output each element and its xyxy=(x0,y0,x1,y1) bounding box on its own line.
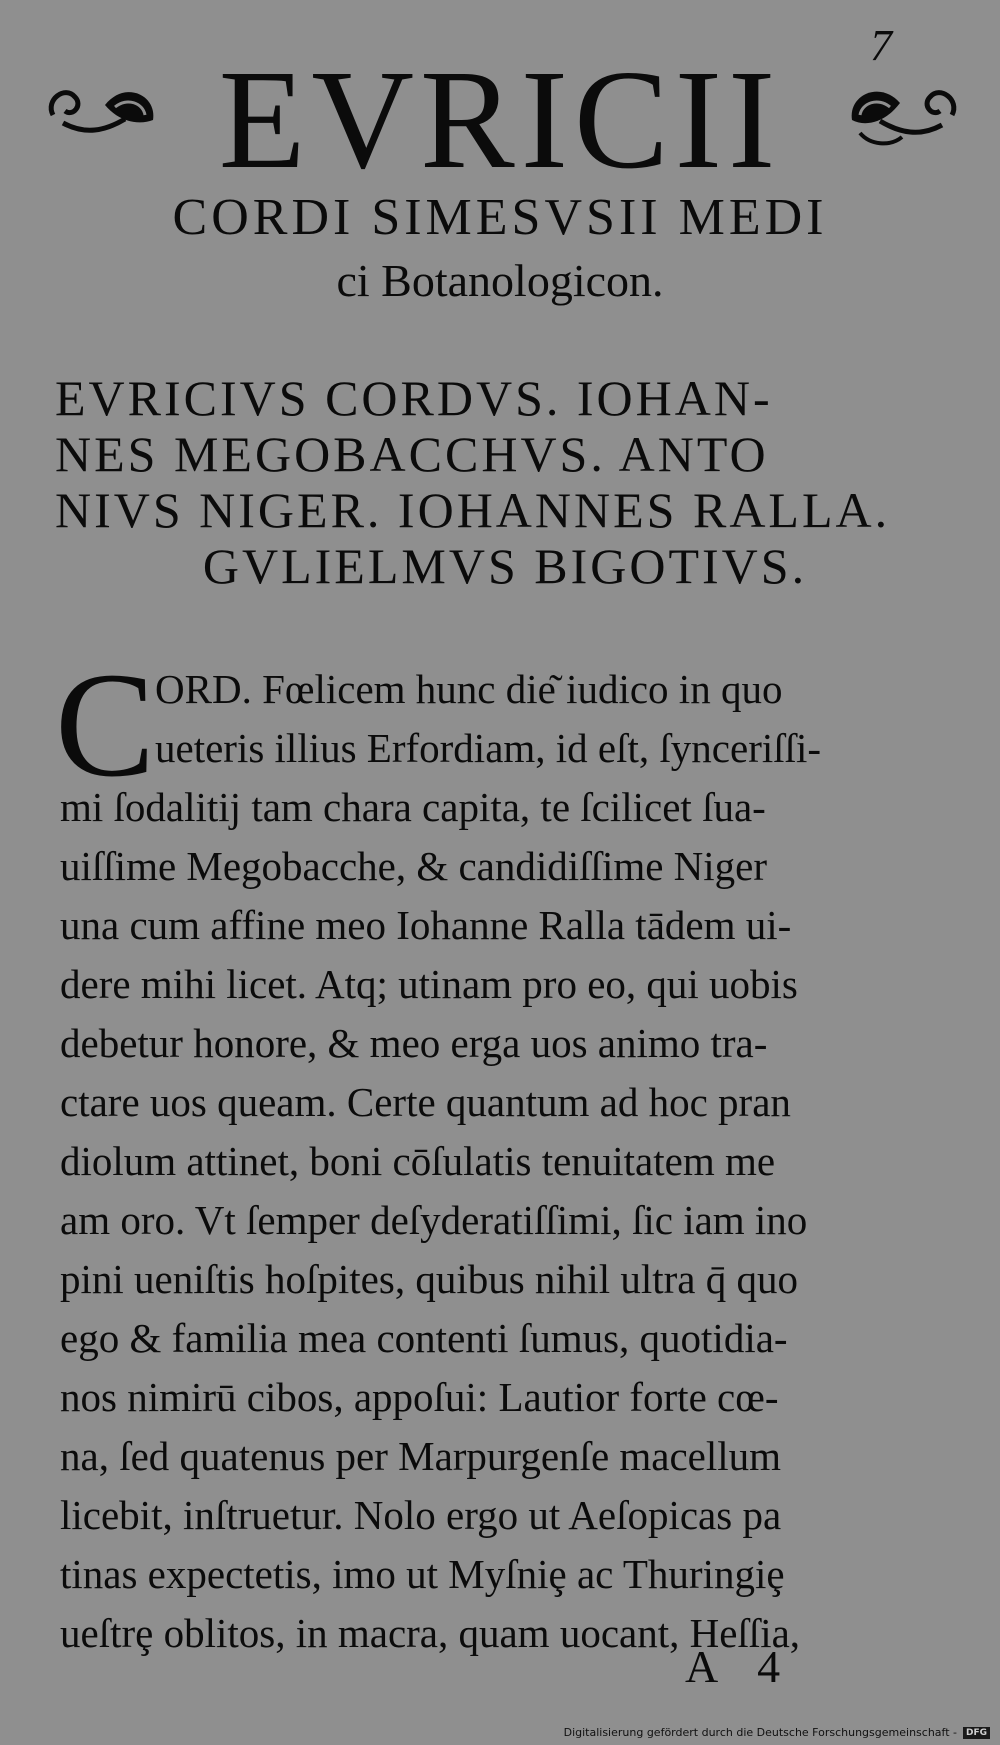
text-line: ueteris illius Erfordiam, id eſt, ſynceriſſi- xyxy=(155,725,822,771)
subtitle: CORDI SIMESVSII MEDI xyxy=(172,189,828,246)
drop-cap: C xyxy=(55,642,156,808)
body-text xyxy=(60,660,980,1663)
text-line: ctare uos queam. Certe quantum ad hoc pran xyxy=(60,1079,791,1125)
text-line: na, ſed quatenus per Marpurgenſe macellum xyxy=(60,1433,782,1479)
page-number: 7 xyxy=(870,21,892,70)
footer-text: Digitalisierung gefördert durch die Deutsche Forschungsgemeinschaft - xyxy=(563,1726,957,1739)
persons-line: GVLIELMVS BIGOTIVS. xyxy=(202,538,808,594)
digitization-footer xyxy=(564,1726,990,1739)
text-line: pini ueniſtis hoſpites, quibus nihil ultra q̄ quo xyxy=(60,1256,798,1302)
signature-mark: A 4 xyxy=(685,1641,781,1692)
text-line: ego & familia mea contenti ſumus, quotidia- xyxy=(60,1315,788,1361)
right-fleuron-ornament xyxy=(840,75,960,150)
text-line: nos nimirū cibos, appoſui: Lautior forte cœ- xyxy=(60,1374,779,1420)
text-line: mi ſodalitij tam chara capita, te ſcilicet ſua- xyxy=(60,784,766,830)
persons-line: EVRICIVS CORDVS. IOHAN- xyxy=(55,370,773,426)
text-line: ueſtrȩ oblitos, in macra, quam uocant, Heſſia, xyxy=(60,1610,801,1656)
text-line: una cum affine meo Iohanne Ralla tādem ui- xyxy=(60,902,792,948)
dramatis-personae xyxy=(55,370,955,594)
book-title: EVRICII xyxy=(218,40,782,198)
persons-line: NIVS NIGER. IOHANNES RALLA. xyxy=(55,482,891,538)
text-line: debetur honore, & meo erga uos animo tra- xyxy=(60,1020,768,1066)
subtitle-continuation: ci Botanologicon. xyxy=(336,255,664,306)
text-line: tinas expectetis, imo ut Myſniȩ ac Thuringiȩ xyxy=(60,1551,785,1597)
persons-line: NES MEGOBACCHVS. ANTO xyxy=(55,426,769,482)
text-line: uiſſime Megobacche, & candidiſſime Niger xyxy=(60,843,768,889)
text-line: dere mihi licet. Atq; utinam pro eo, qui uobis xyxy=(60,961,798,1007)
text-line: am oro. Vt ſemper deſyderatiſſimi, ſic iam ino xyxy=(60,1197,808,1243)
text-line: ORD. Fœlicem hunc die͂ iudico in quo xyxy=(155,666,783,712)
text-line: diolum attinet, boni cōſulatis tenuitatem me xyxy=(60,1138,776,1184)
dfg-logo: DFG xyxy=(963,1727,990,1739)
text-line: licebit, inſtruetur. Nolo ergo ut Aeſopicas pa xyxy=(60,1492,782,1538)
